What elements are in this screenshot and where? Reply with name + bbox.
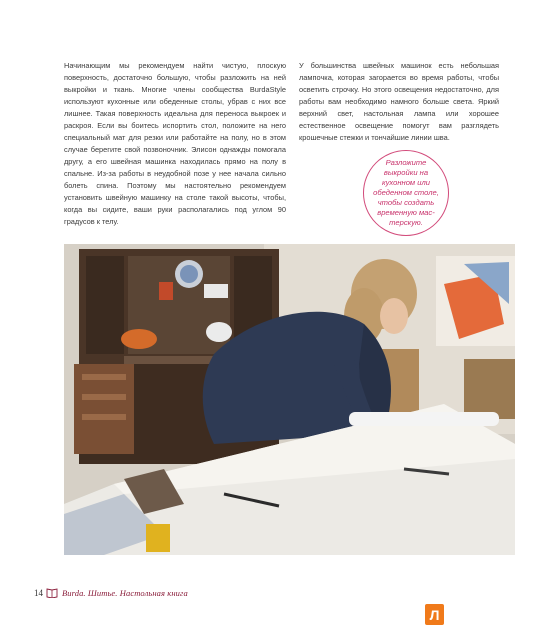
publisher-logo xyxy=(425,604,444,625)
page-footer xyxy=(34,587,188,598)
page-number: 14 xyxy=(34,587,43,598)
sidenote-text: Разложите выкройки на кухонном или обеденном столе, чтобы создать временную мас-терскую. xyxy=(373,158,439,227)
logo-letter: Л xyxy=(429,606,440,623)
sidenote-circle xyxy=(363,150,449,236)
photo-woman-cutting-pattern xyxy=(64,244,515,555)
book-icon xyxy=(46,587,58,598)
book-title: Burda. Шитье. Настольная книга xyxy=(62,587,188,598)
right-column-text: У большинства швейных машинок есть небольшая лампочка, которая загорается во время работы, чтобы осветить строчку. Но этого освещения недостаточно, для работы вам необходимо намного больше света. Яркий верхний свет, настольная лампа или хорошее естественное освещение помогут вам разглядеть крошечные стежки и тончайшие линии шва. xyxy=(299,61,499,143)
left-column-text: Начинающим мы рекомендуем найти чистую, плоскую поверхность, достаточно большую, чтобы разложить на ней выкройки и ткань. Многие члены сообщества BurdaStyle используют кухонные или обеденные столы, убрав с них все лишнее. Такая поверхность идеальна для переноса выкроек и раскроя. Если вы боитесь испортить стол, положите на него специальный мат для резки или работайте на полу, но в этом случае берегите свой позвоночник. Элисон однажды помогала другу, а его швейная машинка находилась прямо на полу в спальне. Из-за работы в неудобной позе у нее начала сильно болеть спина. Поэтому мы настоятельно рекомендуем установить швейную машинку на столе такой высоты, чтобы, когда вы сидите, ваши руки располагались под углом 90 градусов к телу. xyxy=(64,61,286,227)
photo-illustration xyxy=(64,244,515,555)
